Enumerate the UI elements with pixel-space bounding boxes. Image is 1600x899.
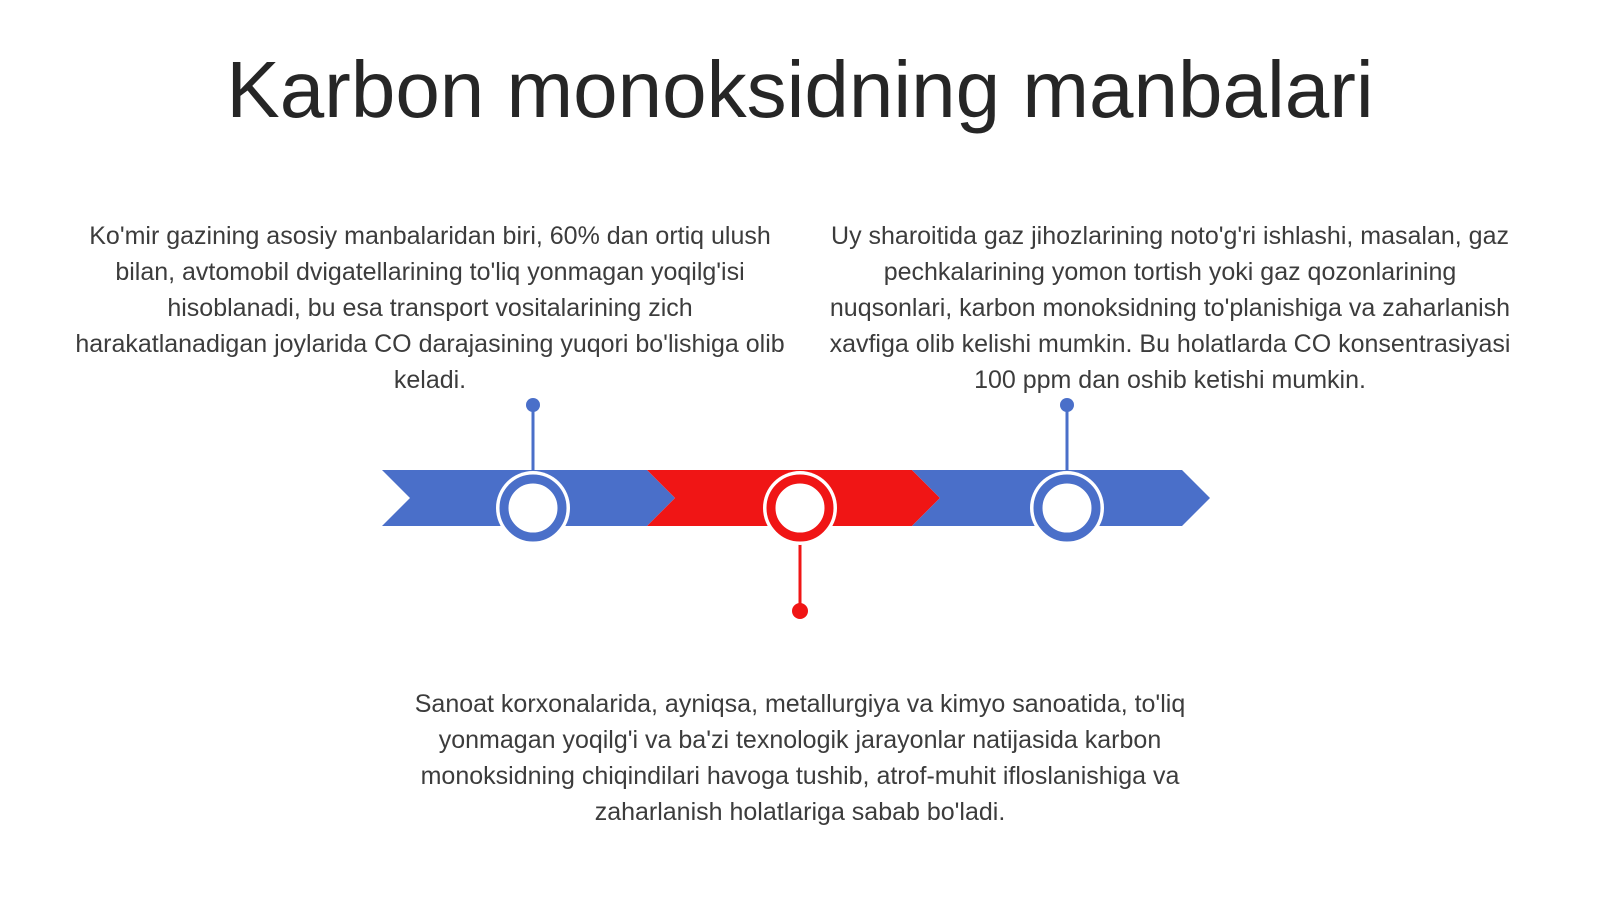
timeline-segment-3	[912, 470, 1210, 526]
event-3-dot	[1060, 398, 1074, 412]
event-1-marker	[496, 471, 570, 545]
event-3-description: Uy sharoitida gaz jihozlarining noto'g'ri ishlashi, masalan, gaz pechkalarining yomon tortish yoki gaz qozonlarining nuqsonlari, karbon monoksidning to'planishiga va zaharlanish xavfiga olib kelishi mumkin. Bu holatlarda CO konsentrasiyasi 100 ppm dan oshib ketishi mumkin.	[829, 222, 1511, 394]
event-1-dot	[526, 398, 540, 412]
event-2-marker	[763, 471, 837, 545]
timeline-segment-2	[647, 470, 940, 526]
event-2-dot	[792, 603, 808, 619]
timeline-segment-1	[382, 470, 675, 526]
event-2-description: Sanoat korxonalarida, ayniqsa, metallurgiya va kimyo sanoatida, to'liq yonmagan yoqilg'i va ba'zi texnologik jarayonlar natijasida karbon monoksidning chiqindilari havoga tushib, atrof-muhit ifloslanishiga va zaharlanish holatlariga sabab bo'ladi.	[414, 690, 1186, 826]
event-3-marker	[1030, 471, 1104, 545]
event-1-description: Ko'mir gazining asosiy manbalaridan biri, 60% dan ortiq ulush bilan, avtomobil dvigatellarining to'liq yonmagan yoqilg'isi hisoblanadi, bu esa transport vositalarining zich harakatlanadigan joylarida CO darajasining yuqori bo'lishiga olib keladi.	[75, 222, 785, 394]
slide-title: Karbon monoksidning manbalari	[226, 45, 1374, 134]
